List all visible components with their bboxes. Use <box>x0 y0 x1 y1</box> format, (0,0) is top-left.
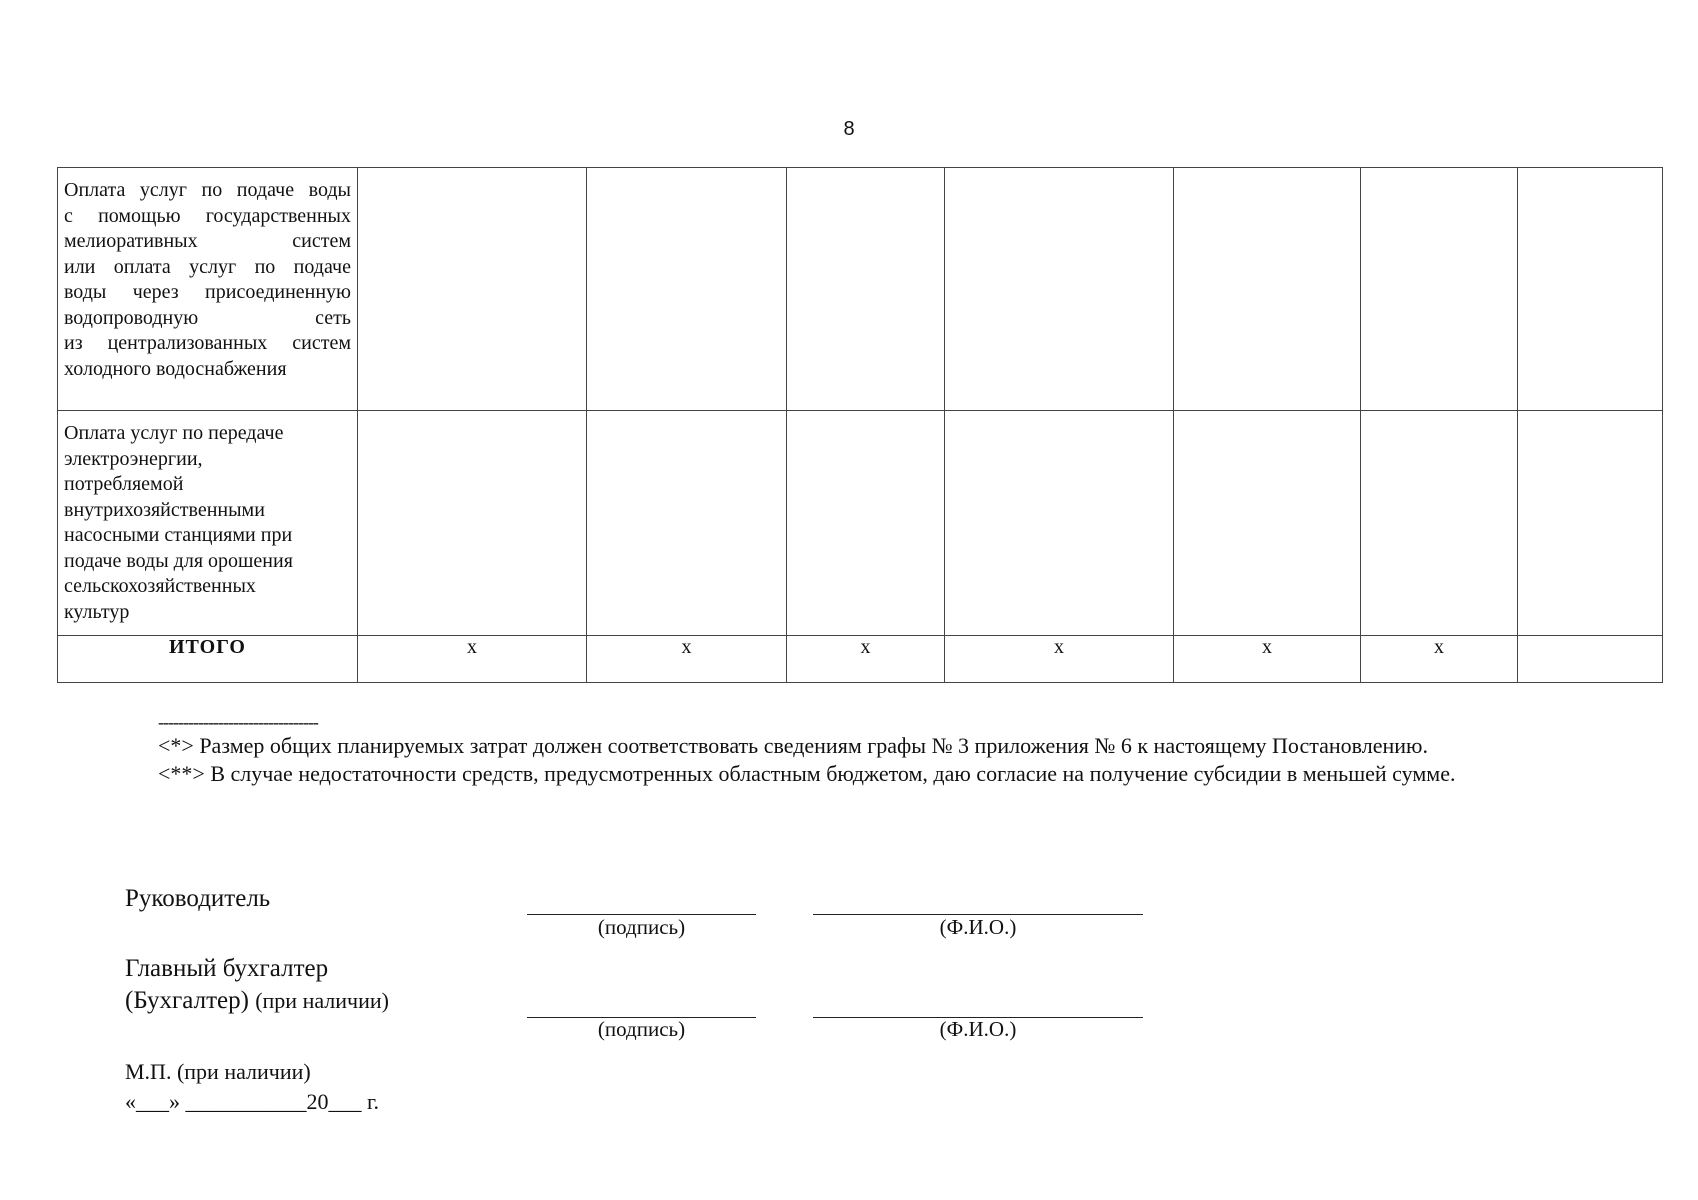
head-name-caption: (Ф.И.О.) <box>939 915 1017 939</box>
head-signature-caption: (подпись) <box>597 915 686 939</box>
row-label-line: мелиоративных систем <box>64 230 351 252</box>
accountant-label-line2 <box>125 986 389 1016</box>
row-label-line: воды через присоединенную <box>64 281 351 303</box>
row-label-line: сельскохозяйственных <box>64 575 256 597</box>
date-line: «___» ___________20___ г. <box>125 1089 380 1114</box>
row-label-line: с помощью государственных <box>64 204 351 227</box>
total-label: ИТОГО <box>58 636 358 683</box>
accountant-signature-caption: (подпись) <box>597 1017 686 1041</box>
total-cell: х <box>945 636 1174 683</box>
row-label-line: электроэнергии, <box>64 447 203 470</box>
row-label-line: насосными станциями при <box>64 524 293 546</box>
accountant-label-line1: Главный бухгалтер <box>125 955 329 982</box>
total-cell: х <box>587 636 787 683</box>
row-label-line: Оплата услуг по передаче <box>64 422 284 444</box>
footnote-2: <**> В случае недостаточности средств, предусмотренных областным бюджетом, даю согласие на получение субсидии в меньшей сумме. <box>158 761 1456 786</box>
total-cell: х <box>358 636 587 683</box>
row-label-line: Оплата услуг по подаче воды <box>64 179 351 201</box>
row-label-line: культур <box>64 600 130 623</box>
row-label-line: потребляемой <box>64 473 184 495</box>
total-cell: х <box>787 636 945 683</box>
row-label-line: водопроводную сеть <box>64 306 351 329</box>
page-number: 8 <box>843 118 855 140</box>
stamp-label: М.П. (при наличии) <box>125 1059 311 1084</box>
row-label-line: подаче воды для орошения <box>64 549 293 572</box>
row-label-line: из централизованных систем <box>64 332 351 354</box>
accountant-label: (Бухгалтер) <box>125 987 249 1014</box>
accountant-name-caption: (Ф.И.О.) <box>939 1017 1017 1041</box>
head-label: Руководитель <box>125 885 271 912</box>
row-label-line: внутрихозяйственными <box>64 498 265 521</box>
total-cell: х <box>1361 636 1518 683</box>
accountant-label-note: (при наличии) <box>255 988 389 1013</box>
row-label-line: или оплата услуг по подаче <box>64 255 351 278</box>
total-cell: х <box>1174 636 1361 683</box>
footnote-1: <*> Размер общих планируемых затрат должен соответствовать сведениям графы № 3 приложения № 6 к настоящему Постановлению. <box>158 733 1428 758</box>
row-label-line: холодного водоснабжения <box>64 357 287 380</box>
footnote-separator: -------------------------------- <box>158 712 318 732</box>
